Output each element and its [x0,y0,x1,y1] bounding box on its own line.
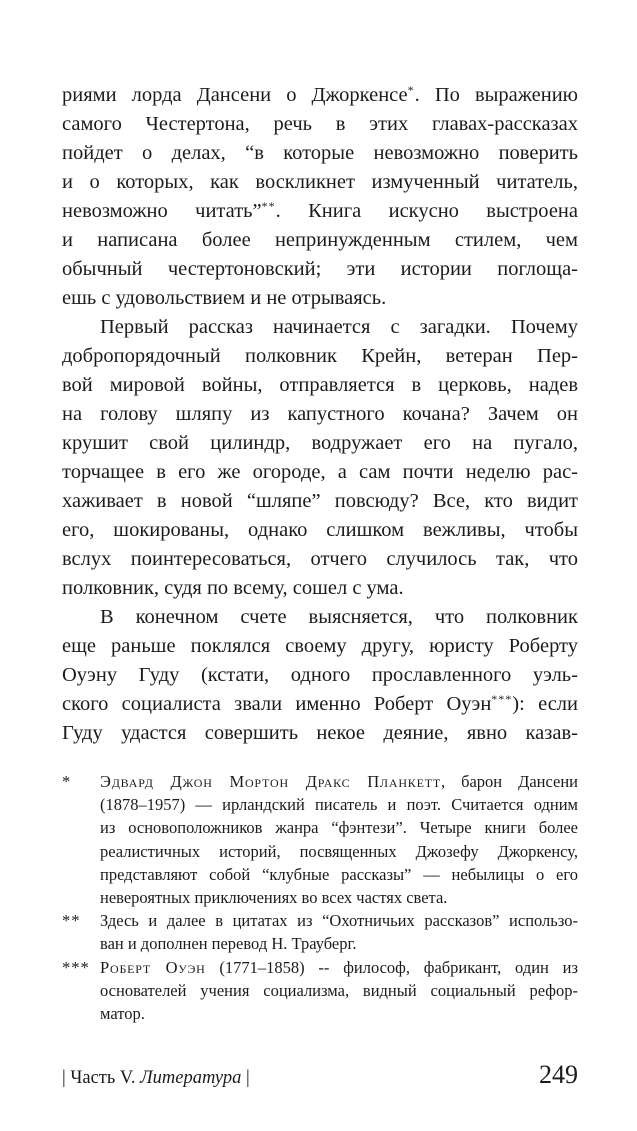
footnote-marker: *** [62,957,90,977]
running-title [62,1063,250,1093]
text-segment: Первый рассказ начинается с загадки. Почему [100,316,578,338]
paragraph [62,81,578,313]
text-line [62,400,578,429]
text-line [62,313,578,342]
text-line [62,226,578,255]
text-segment: самого Честертона, речь в этих главах-рассказах [62,113,578,135]
body-text [62,81,578,748]
text-line [100,956,578,979]
paragraph [62,313,578,603]
text-segment: вой мировой войны, отправляется в церковь, надев [62,374,578,396]
text-line [62,255,578,284]
footnote-ref: * [407,83,415,97]
page-number: 249 [539,1060,578,1089]
footnote [62,770,578,909]
text-segment: торчащее в его же огороде, а сам почти неделю рас- [62,461,578,483]
text-segment: ского социалиста звали именно Роберт Оуэн [62,693,492,715]
text-line [62,81,578,110]
text-segment: представляют собой “клубные рассказы” — небылицы о его [100,864,578,884]
text-line [62,545,578,574]
text-segment: . Книга искусно выстроена [275,200,578,222]
text-segment: пойдет о делах, “в которые невозможно поверить [62,142,578,164]
text-line [100,886,578,909]
text-line [100,909,578,932]
paragraph [62,603,578,748]
text-segment: риями лорда Дансени о Джоркенсе [62,84,408,106]
text-segment: добропорядочный полковник Крейн, ветеран Пер- [62,345,578,367]
text-line [100,840,578,863]
text-segment: Литература [140,1068,242,1088]
text-segment: еще раньше поклялся своему другу, юристу Роберту [62,635,578,657]
text-line [62,719,578,748]
text-segment: обычный честертоновский; эти истории поглоща- [62,258,578,280]
text-segment: его, шокированы, однако слишком вежливы, чтобы [62,519,578,541]
text-line [62,690,578,719]
text-segment: вслух поинтересоваться, отчего случилось так, что [62,548,578,570]
text-segment: Гуду удастся совершить некое деяние, явно казав- [62,722,578,744]
text-segment: из основоположников жанра “фэнтези”. Четыре книги более [100,818,578,838]
text-segment: Здесь и далее в цитатах из “Охотничьих рассказов” использо- [100,911,578,931]
text-segment: невероятных приключениях во всех частях света. [100,888,448,908]
text-segment: реалистичных историй, посвященных Джозефу Джоркенсу, [100,841,578,861]
text-line [62,110,578,139]
text-line [62,168,578,197]
text-line [100,979,578,1002]
text-segment: крушит свой цилиндр, водружает его на пугало, [62,432,578,454]
text-segment: ешь с удовольствием и не отрываясь. [62,287,387,309]
footnote-text [100,956,578,1026]
text-segment: Оуэну Гуду (кстати, одного прославленного уэль- [62,664,578,686]
text-segment: . По выражению [414,84,578,106]
text-line [100,816,578,839]
text-segment: В конечном счете выясняется, что полковник [100,606,578,628]
text-line [100,770,578,793]
text-segment: полковник, судя по всему, сошел с ума. [62,577,404,599]
text-line [100,793,578,816]
text-line [62,516,578,545]
text-segment: невозможно читать” [62,200,262,222]
text-segment: на голову шляпу из капустного кочана? Зачем он [62,403,578,425]
footnote-text [100,909,578,955]
text-segment: Роберт Оуэн [100,957,206,977]
page-footer [62,1058,578,1093]
text-segment: и о которых, как воскликнет измученный читатель, [62,171,578,193]
text-line [62,284,578,313]
text-segment: ван и дополнен перевод Н. Трауберг. [100,934,357,954]
text-segment: и написана более непринужденным стилем, чем [62,229,578,251]
text-line [62,371,578,400]
text-segment: матор. [100,1004,145,1024]
footnote-marker: ** [62,911,81,931]
text-segment: Эдвард Джон Мортон Дракс Планкетт [100,772,442,791]
text-line [62,342,578,371]
text-line [100,932,578,955]
text-segment: ): если [512,693,578,715]
footnotes [62,770,578,1025]
footnote [62,909,578,955]
text-segment: | [241,1068,250,1088]
text-line [62,458,578,487]
text-line [62,139,578,168]
text-line [62,632,578,661]
text-segment: (1771–1858) -- философ, фабрикант, один из [205,957,579,977]
text-line [62,661,578,690]
text-line [100,1002,578,1025]
text-line [62,197,578,226]
text-segment: | Часть V. [62,1068,141,1088]
text-segment: , барон Дансени [441,772,579,791]
text-segment: хаживает в новой “шляпе” повсюду? Все, кто видит [62,490,578,512]
footnote-text [100,770,578,909]
text-line [62,603,578,632]
text-segment: основателей учения социализма, видный социальный рефор- [100,980,578,1000]
text-line [62,487,578,516]
footnote-marker: * [62,772,72,791]
text-segment: (1878–1957) — ирландский писатель и поэт. Считается одним [100,795,578,815]
footnote [62,956,578,1026]
footnote-ref: *** [491,692,513,706]
text-line [62,574,578,603]
text-line [62,429,578,458]
text-line [100,863,578,886]
footnote-ref: ** [261,199,276,213]
